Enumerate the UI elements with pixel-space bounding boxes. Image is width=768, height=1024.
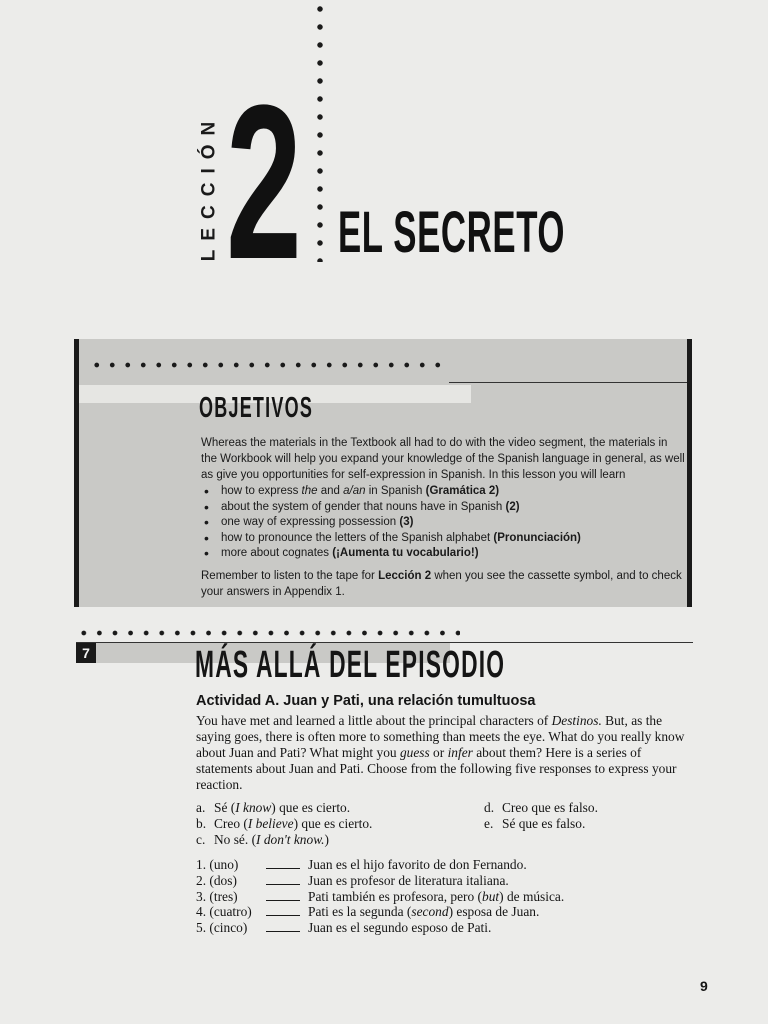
section-heading: MÁS ALLÁ DEL EPISODIO	[195, 644, 506, 686]
answer-blank[interactable]	[266, 920, 300, 932]
statement-row: 2. (dos) Juan es profesor de literatura italiana.	[196, 872, 509, 888]
objetivos-box	[74, 339, 692, 607]
objetivo-item: • about the system of gender that nouns have in Spanish (2)	[201, 500, 685, 516]
objetivos-body	[201, 435, 685, 600]
leccion-text: LECCIÓN	[198, 112, 219, 262]
actividad-title: Actividad A. Juan y Pati, una relación tumultuosa	[196, 693, 536, 709]
statement-row: 5. (cinco) Juan es el segundo esposo de Pati.	[196, 920, 492, 936]
response-option: a. Sé (I know) que es cierto.	[196, 800, 351, 815]
objetivos-intro: Whereas the materials in the Textbook all had to do with the video segment, the materials in the Workbook will help you expand your knowledge of the Spanish language in general, as well as give you opportunities for self-expression in Spanish. In this lesson you will learn	[201, 437, 685, 481]
vertical-dot-rule	[316, 0, 324, 262]
divider-line	[449, 382, 687, 383]
objetivo-item: • how to pronounce the letters of the Spanish alphabet (Pronunciación)	[201, 531, 685, 547]
answer-blank[interactable]	[266, 857, 300, 869]
objetivos-reminder: Remember to listen to the tape for Lección 2 when you see the cassette symbol, and to check your answers in Appendix 1.	[201, 569, 682, 598]
answer-blank[interactable]	[266, 904, 300, 916]
section-number-badge: 7	[76, 643, 96, 663]
response-option: b. Creo (I believe) que es cierto.	[196, 816, 373, 831]
dotted-rule	[76, 629, 460, 637]
objetivo-item: • how to express the and a/an in Spanish (Gramática 2)	[201, 484, 685, 500]
statement-row: 3. (tres) Pati también es profesora, pero (but) de música.	[196, 888, 565, 904]
leccion-label	[189, 103, 229, 271]
response-option: c. No sé. (I don't know.)	[196, 832, 329, 847]
statement-list	[196, 857, 564, 936]
statement-row: 4. (cuatro) Pati es la segunda (second) esposa de Juan.	[196, 904, 540, 920]
lesson-number: 2	[226, 59, 299, 305]
page-number: 9	[700, 978, 708, 994]
response-option: e. Sé que es falso.	[484, 816, 586, 831]
objetivo-item: • one way of expressing possession (3)	[201, 515, 685, 531]
objetivos-heading: OBJETIVOS	[199, 392, 314, 424]
answer-blank[interactable]	[266, 889, 300, 901]
response-option: d. Creo que es falso.	[484, 800, 598, 815]
statement-row: 1. (uno) Juan es el hijo favorito de don Fernando.	[196, 857, 527, 872]
actividad-intro: You have met and learned a little about the principal characters of Destinos. But, as the saying goes, there is often more to something than meets the eye. What do you really know about Juan and Pati? What might you guess or infer about them? Here is a series of statements about Juan and Pati. Choose from the following five responses to express your reaction.	[196, 713, 685, 792]
answer-blank[interactable]	[266, 873, 300, 885]
objetivo-item: • more about cognates (¡Aumenta tu vocabulario!)	[201, 546, 685, 562]
objetivos-list	[201, 484, 685, 562]
dotted-rule	[89, 361, 445, 369]
lesson-title: EL SECRETO	[338, 200, 566, 265]
